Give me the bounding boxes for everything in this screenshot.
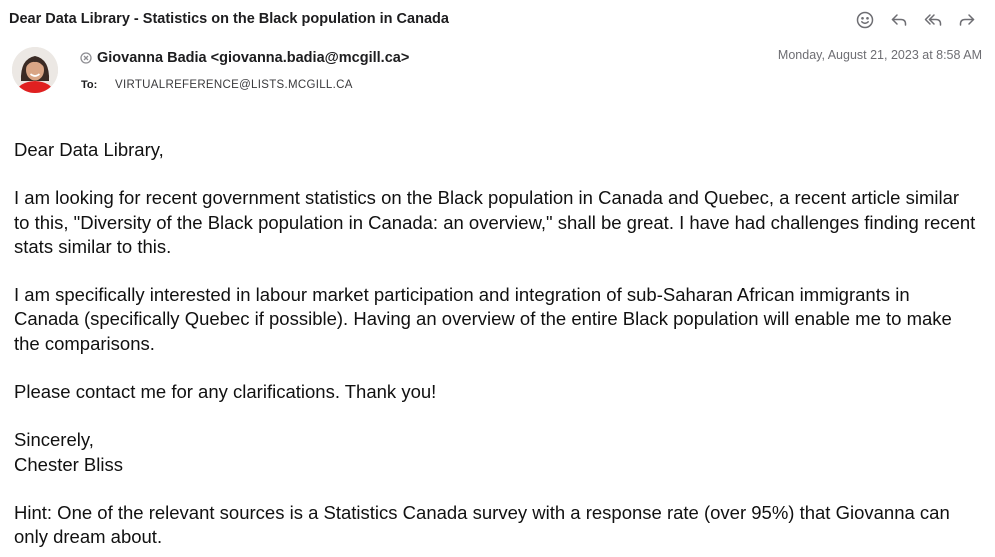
remove-sender-icon[interactable] — [80, 52, 92, 64]
greeting: Dear Data Library, — [14, 139, 164, 160]
forward-icon — [957, 10, 977, 30]
sign-off — [14, 428, 979, 476]
email-body — [14, 138, 979, 549]
to-label: To: — [81, 79, 98, 91]
to-row — [81, 79, 353, 91]
reply-icon — [889, 10, 909, 30]
hint-paragraph: Hint: One of the relevant sources is a Statistics Canada survey with a response rate (over 95%) that Giovanna can only dream about. — [14, 501, 950, 548]
recipient-address[interactable]: VIRTUALREFERENCE@LISTS.MCGILL.CA — [115, 79, 353, 91]
emoji-reaction-button[interactable] — [853, 9, 877, 31]
from-row — [80, 50, 409, 66]
message-toolbar — [853, 9, 979, 31]
sender-avatar[interactable] — [12, 47, 58, 93]
emoji-icon — [855, 10, 875, 30]
signature: Chester Bliss — [14, 453, 123, 475]
email-date: Monday, August 21, 2023 at 8:58 AM — [777, 48, 982, 62]
forward-button[interactable] — [955, 9, 979, 31]
reply-button[interactable] — [887, 9, 911, 31]
sender-name[interactable]: Giovanna Badia <giovanna.badia@mcgill.ca> — [97, 50, 410, 66]
reply-all-button[interactable] — [921, 9, 945, 31]
email-subject: Dear Data Library - Statistics on the Black population in Canada — [9, 11, 449, 27]
body-paragraph-1: I am looking for recent government statistics on the Black population in Canada and Quebec, a recent article similar to this, "Diversity of the Black population in Canada: an overview," shall be great. I have had challenges finding recent stats similar to this. — [14, 187, 976, 257]
body-paragraph-3: Please contact me for any clarifications. Thank you! — [14, 380, 437, 402]
body-paragraph-2: I am specifically interested in labour market participation and integration of sub-Saharan African immigrants in Canada (specifically Quebec if possible). Having an overview of the entire Black population will enable me to make the comparisons. — [14, 284, 952, 354]
reply-all-icon — [923, 10, 943, 30]
closing: Sincerely, — [14, 429, 94, 451]
